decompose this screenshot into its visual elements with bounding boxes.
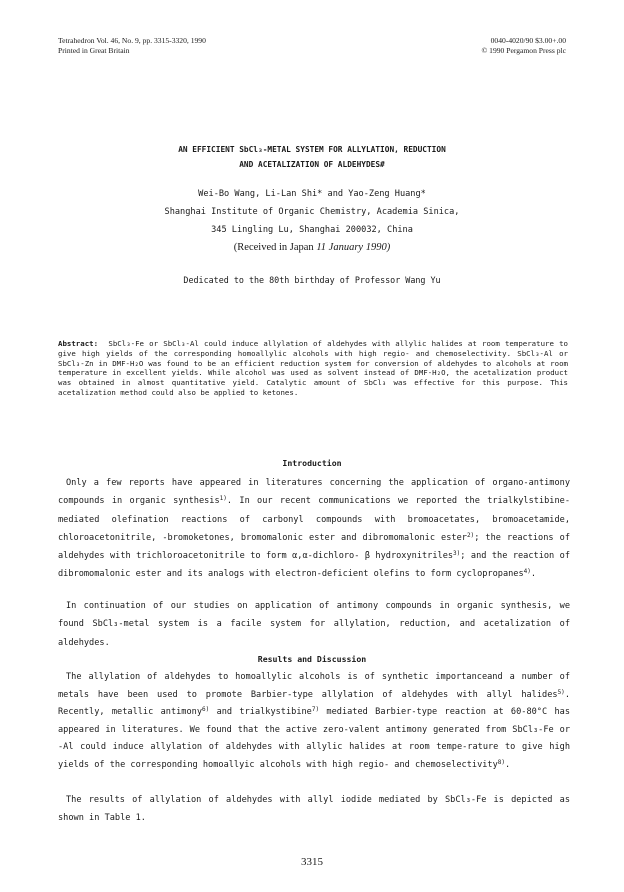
received-date — [0, 239, 624, 257]
abstract-text: SbCl₃-Fe or SbCl₃-Al could induce allylation of aldehydes with allylic halides at room temperature to give high yields of the corresponding homoallylic alcohols with high regio- and chemoselectivity. SbCl₃-Al or SbCl₃-Zn in DMF-H₂O was found to be an efficient reduction system for conversion of aldehydes to alcohols at room temperature in excellent yields. While alcohol was used as solvent instead of DMF-H₂O, the acetalization product was obtained in almost quantitative yield. Catalytic amount of SbCl₃ was effective for this purpose. This acetalization method could also be applied to ketones. — [58, 339, 568, 397]
abstract-label: Abstract: — [58, 339, 99, 348]
results-text-c: and trialkystibine — [209, 707, 312, 718]
dedication: Dedicated to the 80th birthday of Professor Wang Yu — [183, 275, 441, 285]
intro-text-a: Only a few reports have appeared in literatures concerning the application of organo-antimony compounds in organic synthesis — [58, 478, 570, 507]
received-prefix: (Received in Japan — [233, 242, 314, 253]
reference-3: 3) — [453, 550, 461, 558]
reference-8: 8) — [497, 758, 506, 766]
author-block — [0, 185, 624, 257]
reference-2: 2) — [466, 531, 475, 539]
journal-header-left — [58, 36, 206, 56]
results-paragraph-2: The results of allylation of aldehydes with allyl iodide mediated by SbCl₃-Fe is depicted as shown in Table 1. — [58, 795, 570, 823]
institute: Shanghai Institute of Organic Chemistry, Academia Sinica, — [164, 207, 460, 217]
address: 345 Lingling Lu, Shanghai 200032, China — [211, 225, 413, 235]
introduction-heading: Introduction — [282, 458, 342, 468]
page-number: 3315 — [301, 856, 323, 868]
results-paragraph-1 — [58, 669, 570, 775]
introduction-paragraph-2: In continuation of our studies on application of antimony compounds in organic synthesis, we found SbCl₃-metal system is a facile system for allylation, reduction, and acetalization of aldehydes. — [58, 601, 570, 648]
copyright-notice: © 1990 Pergamon Press plc — [481, 46, 566, 55]
reference-4: 4) — [523, 568, 531, 576]
abstract — [58, 339, 568, 398]
journal-citation: Tetrahedron Vol. 46, No. 9, pp. 3315-3320, 1990 — [58, 36, 206, 45]
intro-text-e: . — [530, 569, 537, 580]
intro-text-d: ; and the reaction of dibromomalonic ester and its analogs with electron-deficient olefins to form cyclopropanes — [58, 551, 570, 580]
reference-1: 1) — [219, 495, 227, 503]
results-text-e: . — [505, 759, 511, 770]
printed-location: Printed in Great Britain — [58, 46, 130, 55]
title-line-1: AN EFFICIENT SbCl₃-METAL SYSTEM FOR ALLYLATION, REDUCTION — [178, 145, 446, 154]
received-day: 11 January 1990) — [316, 242, 391, 253]
paper-title — [0, 142, 624, 172]
intro-text-b: . In our recent communications we reported the trialkylstibine-mediated olefination reactions of carbonyl compounds with bromoacetates, bromoacetamide, chloroacetonitrile, -bromoketones, bromomalonic ester and dibromomalonic ester — [58, 496, 570, 543]
reference-5: 5) — [557, 688, 565, 696]
article-code: 0040-4020/90 $3.00+.00 — [490, 36, 566, 45]
reference-7: 7) — [311, 706, 320, 714]
results-text-b: . Recently, metallic antimony — [58, 689, 570, 718]
results-text-d: mediated Barbier-type reaction at 60-80°C has appeared in literatures. We found that the active zero-valent antimony generated from SbCl₃-Fe or -Al could induce allylation of aldehydes with allylic halides at room tempe-rature to give high yields of the corresponding homoallyic alcohols with high regio- and chemoselectivity — [58, 707, 570, 770]
introduction-paragraph-1 — [58, 474, 570, 584]
title-line-2: AND ACETALIZATION OF ALDEHYDES# — [239, 160, 385, 169]
results-heading: Results and Discussion — [257, 654, 367, 664]
journal-header-right — [481, 36, 566, 56]
author-names: Wei-Bo Wang, Li-Lan Shi* and Yao-Zeng Huang* — [198, 189, 426, 199]
results-text-a: The allylation of aldehydes to homoallylic alcohols is of synthetic importanceand a number of metals have been used to promote Barbier-type allylation of aldehydes with allyl halides — [58, 672, 570, 700]
intro-text-c: ; the reactions of aldehydes with trichloroacetonitrile to form α,α-dichloro- β hydroxynitriles — [58, 532, 570, 562]
reference-6: 6) — [202, 706, 210, 714]
